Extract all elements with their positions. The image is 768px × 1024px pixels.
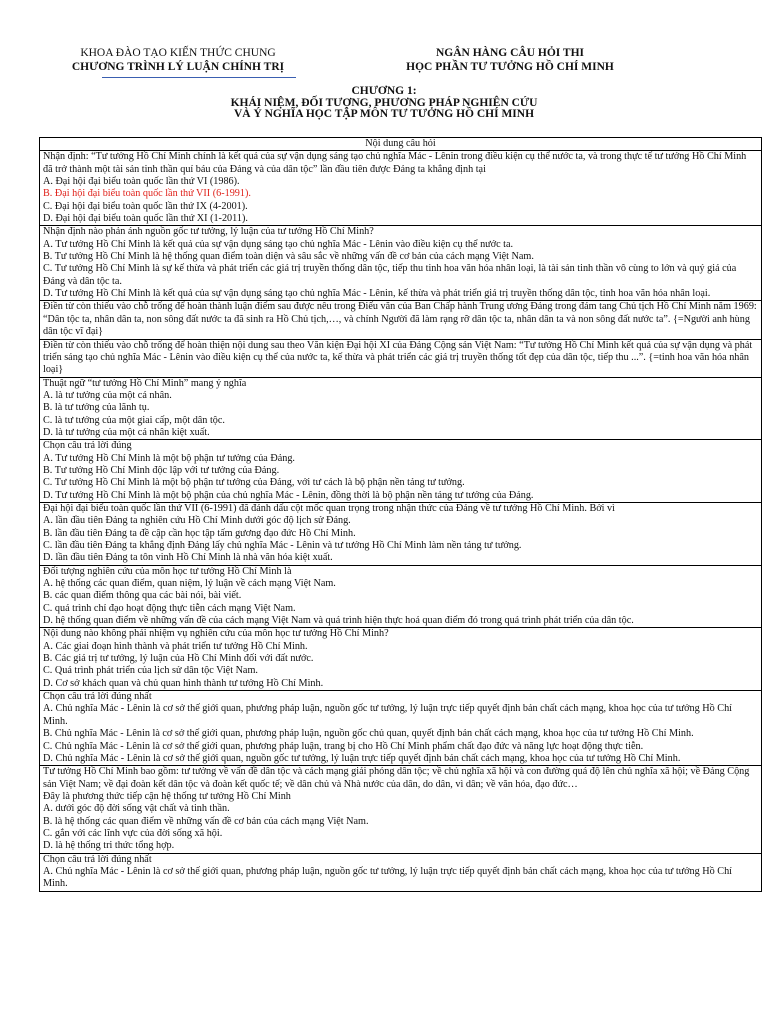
answer-option-highlighted: B. Đại hội đại biểu toàn quốc lần thứ VII (6-1991).: [43, 188, 251, 200]
answer-option: A. hệ thống các quan điểm, quan niệm, lý luận về cách mạng Việt Nam.: [43, 578, 336, 590]
question-text: Thuật ngữ “tư tưởng Hồ Chí Minh” mang ý nghĩa: [43, 377, 247, 389]
question-text: Nhận định: “Tư tưởng Hồ Chí Minh chính là kết quả của sự vận dụng sáng tạo chủ nghĩa Mác - Lênin trong điều kiện cụ thể nước ta, và trong thực tế tư tưởng Hồ Chí Minh đã trở thành một tài sản tinh thần quí báu của Đảng và của dân tộc” lần đầu tiên được Đảng ta khẳng định tại: [43, 151, 747, 175]
question-cell: [40, 853, 762, 891]
answer-option: C. Quá trình phát triển của lịch sử dân tộc Việt Nam.: [43, 665, 258, 677]
answer-option: D. là tư tưởng của một cá nhân kiệt xuất.: [43, 426, 210, 438]
answer-option: C. Đại hội đại biểu toàn quốc lần thứ IX (4-2001).: [43, 200, 248, 212]
table-row: [40, 853, 762, 891]
question-cell: [40, 691, 762, 766]
answer-option: D. là hệ thống tri thức tổng hợp.: [43, 840, 175, 852]
table-row: [40, 377, 762, 440]
question-cell: [40, 151, 762, 226]
question-cell: [40, 440, 762, 503]
answer-option: D. Cơ sở khách quan và chủ quan hình thành tư tưởng Hồ Chí Minh.: [43, 677, 324, 689]
question-text: Chọn câu trả lời đúng nhất: [43, 853, 152, 865]
answer-option: D. hệ thống quan điểm về những vấn đề của cách mạng Việt Nam và quá trình hiện thực hoá quan điểm đó trong quá trình phát triển của dân tộc.: [43, 615, 634, 627]
table-row: [40, 339, 762, 377]
answer-option: D. Đại hội đại biểu toàn quốc lần thứ XI (1-2011).: [43, 213, 248, 225]
answer-option: B. các quan điểm thông qua các bài nói, bài viết.: [43, 590, 242, 602]
chapter-title: [0, 86, 768, 121]
answer-option: A. Đại hội đại biểu toàn quốc lần thứ VI (1986).: [43, 176, 240, 188]
answer-option: A. Tư tưởng Hồ Chí Minh là một bộ phận tư tưởng của Đảng.: [43, 452, 295, 464]
table-row: [40, 440, 762, 503]
answer-option: C. gắn với các lĩnh vực của đời sống xã hội.: [43, 827, 223, 839]
faculty-name: KHOA ĐÀO TẠO KIẾN THỨC CHUNG: [80, 47, 276, 59]
question-cell: [40, 339, 762, 377]
course-title: HỌC PHẦN TƯ TƯỞNG HỒ CHÍ MINH: [406, 61, 614, 73]
question-text: Nhận định nào phản ánh nguồn gốc tư tưởng, lý luận của tư tưởng Hồ Chí Minh?: [43, 226, 374, 238]
question-cell: [40, 377, 762, 440]
answer-option: A. Chủ nghĩa Mác - Lênin là cơ sở thế giới quan, phương pháp luận, nguồn gốc tư tưởng, lý luận trực tiếp quyết định bản chất cách mạng, khoa học của tư tưởng Hồ Chí Minh.: [43, 703, 733, 727]
column-header: Nội dung câu hỏi: [40, 138, 762, 151]
question-cell: [40, 301, 762, 339]
answer-option: B. Tư tưởng Hồ Chí Minh là hệ thống quan điểm toàn diện và sâu sắc về những vấn đề cơ bản của cách mạng Việt Nam.: [43, 251, 534, 263]
question-cell: [40, 226, 762, 301]
header-underline: [102, 77, 296, 78]
question-text: Chọn câu trả lời đúng nhất: [43, 691, 152, 703]
question-text: Chọn câu trả lời đúng: [43, 440, 132, 452]
answer-option: D. Chủ nghĩa Mác - Lênin là cơ sở thế giới quan, nguồn gốc tư tưởng, lý luận trực tiếp quyết định bản chất cách mạng, khoa học của tư tưởng Hồ Chí Minh.: [43, 752, 681, 764]
question-cell: [40, 628, 762, 691]
answer-option: A. Chủ nghĩa Mác - Lênin là cơ sở thế giới quan, phương pháp luận, nguồn gốc tư tưởng, lý luận trực tiếp quyết định bản chất cách mạng, khoa học của tư tưởng Hồ Chí Minh.: [43, 865, 733, 890]
answer-option: B. là hệ thống các quan điểm về những vấn đề cơ bản của cách mạng Việt Nam.: [43, 815, 369, 827]
answer-option: C. quá trình chỉ đạo hoạt động thực tiễn cách mạng Việt Nam.: [43, 602, 296, 614]
table-row: [40, 628, 762, 691]
chapter-heading-line2: VÀ Ý NGHĨA HỌC TẬP MÔN TƯ TƯỞNG HỒ CHÍ MINH: [233, 108, 535, 120]
question-list: [40, 151, 762, 891]
table-header-row: [40, 138, 762, 151]
answer-option: D. lần đầu tiên Đảng ta tôn vinh Hồ Chí Minh là nhà văn hóa kiệt xuất.: [43, 552, 333, 564]
question-text: Điền từ còn thiếu vào chỗ trống để hoàn thành luận điểm sau được nêu trong Điếu văn của Ban Chấp hành Trung ương Đảng trong đám tang Chủ tịch Hồ Chí Minh năm 1969: “Dân tộc ta, nhân dân ta, non sông đất nước ta đã sinh ra Hồ Chủ tịch,…, và chính Người đã làm rạng rỡ dân tộc ta, nhân dân ta và non sông đất nước ta”. {=Người anh hùng dân tộc vĩ đại}: [43, 301, 757, 338]
answer-option: C. Chủ nghĩa Mác - Lênin là cơ sở thế giới quan, phương pháp luận, trang bị cho Hồ Chí Minh phẩm chất đạo đức và năng lực hoạt động thực tiễn.: [43, 740, 644, 752]
question-text: Điền từ còn thiếu vào chỗ trống để hoàn thiện nội dung sau theo Văn kiện Đại hội XI của Đảng Cộng sản Việt Nam: “Tư tưởng Hồ Chí Minh kết quả của sự vận dụng và phát triển sáng tạo chủ nghĩa Mác - Lênin vào điều kiện cụ thể của nước ta, kế thừa và phát triển các giá trị truyền thống tốt đẹp của dân tộc, tiếp thu ...”. {=tinh hoa văn hóa nhân loại}: [43, 339, 753, 376]
answer-option: B. Các giá trị tư tưởng, lý luận của Hồ Chí Minh đối với đất nước.: [43, 653, 314, 665]
question-cell: [40, 502, 762, 565]
table-row: [40, 691, 762, 766]
question-text: Tư tưởng Hồ Chí Minh bao gồm: tư tưởng về vấn đề dân tộc và cách mạng giải phóng dân tộc; về chủ nghĩa xã hội và con đường quá độ lên chủ nghĩa xã hội; về Đảng Cộng sản Việt Nam; về đại đoàn kết dân tộc và đoàn kết quốc tế; về dân chủ và Nhà nước của dân, do dân, vì dân; về văn hóa, đạo đức…: [43, 766, 750, 790]
answer-option: D. Tư tưởng Hồ Chí Minh là kết quả của sự vận dụng sáng tạo chủ nghĩa Mác - Lênin, kế thừa và phát triển giá trị truyền thống dân tộc, tinh hoa văn hóa nhân loại.: [43, 288, 711, 300]
answer-option: C. Tư tưởng Hồ Chí Minh là sự kế thừa và phát triển các giá trị truyền thống dân tộc, tiếp thu tinh hoa văn hóa nhân loại, là tài sản tinh thần vô cùng to lớn và quý giá của Đảng và dân tộc ta.: [43, 263, 737, 287]
answer-option: D. Tư tưởng Hồ Chí Minh là một bộ phận của chủ nghĩa Mác - Lênin, đồng thời là bộ phận nền tảng tư tưởng của Đảng.: [43, 489, 534, 501]
table-row: [40, 502, 762, 565]
answer-option: C. Tư tưởng Hồ Chí Minh là một bộ phận tư tưởng của Đảng, với tư cách là bộ phận nền tảng tư tưởng.: [43, 477, 465, 489]
answer-option: A. là tư tưởng của một cá nhân.: [43, 389, 172, 401]
chapter-number: CHƯƠNG 1:: [351, 85, 417, 97]
question-bank-title: NGÂN HÀNG CÂU HỎI THI: [435, 47, 585, 59]
answer-option: B. Tư tưởng Hồ Chí Minh độc lập với tư tưởng của Đảng.: [43, 464, 280, 476]
header-right: [330, 46, 690, 74]
table-row: [40, 565, 762, 628]
answer-option: C. là tư tưởng của một giai cấp, một dân tộc.: [43, 414, 225, 426]
table-row: [40, 151, 762, 226]
question-text: Đối tượng nghiên cứu của môn học tư tưởng Hồ Chí Minh là: [43, 565, 292, 577]
answer-option: C. lần đầu tiên Đảng ta khẳng định Đảng lấy chủ nghĩa Mác - Lênin và tư tưởng Hồ Chí Minh làm nền tảng tư tưởng.: [43, 540, 522, 551]
program-name: CHƯƠNG TRÌNH LÝ LUẬN CHÍNH TRỊ: [71, 61, 285, 73]
table-row: [40, 301, 762, 339]
table-row: [40, 226, 762, 301]
question-text: Đại hội đại biểu toàn quốc lần thứ VII (6-1991) đã đánh dấu cột mốc quan trọng trong nhận thức của Đảng về tư tưởng Hồ Chí Minh. Bởi vì: [43, 502, 615, 514]
answer-option: B. lần đầu tiên Đảng ta đề cập cần học tập tấm gương đạo đức Hồ Chí Minh.: [43, 527, 356, 539]
answer-option: B. là tư tưởng của lãnh tụ.: [43, 402, 150, 414]
question-text: Nội dung nào không phải nhiệm vụ nghiên cứu của môn học tư tưởng Hồ Chí Minh?: [43, 628, 389, 640]
answer-option: A. Các giai đoạn hình thành và phát triển tư tưởng Hồ Chí Minh.: [43, 640, 308, 652]
answer-option: A. Tư tưởng Hồ Chí Minh là kết quả của sự vận dụng sáng tạo chủ nghĩa Mác - Lênin vào điều kiện cụ thể nước ta.: [43, 238, 514, 250]
question-cell: [40, 766, 762, 853]
question-text: Đây là phương thức tiếp cận hệ thống tư tưởng Hồ Chí Minh: [43, 790, 291, 802]
answer-option: B. Chủ nghĩa Mác - Lênin là cơ sở thế giới quan, phương pháp luận, nguồn gốc chủ quan, quyết định bản chất cách mạng, khoa học của tư tưởng Hồ Chí Minh.: [43, 728, 694, 740]
header-left: [42, 46, 314, 74]
answer-option: A. dưới góc độ đời sống vật chất và tinh thần.: [43, 803, 230, 815]
question-cell: [40, 565, 762, 628]
question-table: [39, 137, 762, 892]
table-row: [40, 766, 762, 853]
answer-option: A. lần đầu tiên Đảng ta nghiên cứu Hồ Chí Minh dưới góc độ lịch sử Đảng.: [43, 515, 351, 527]
chapter-heading-line1: KHÁI NIỆM, ĐỐI TƯỢNG, PHƯƠNG PHÁP NGHIÊN CỨU: [230, 96, 538, 109]
